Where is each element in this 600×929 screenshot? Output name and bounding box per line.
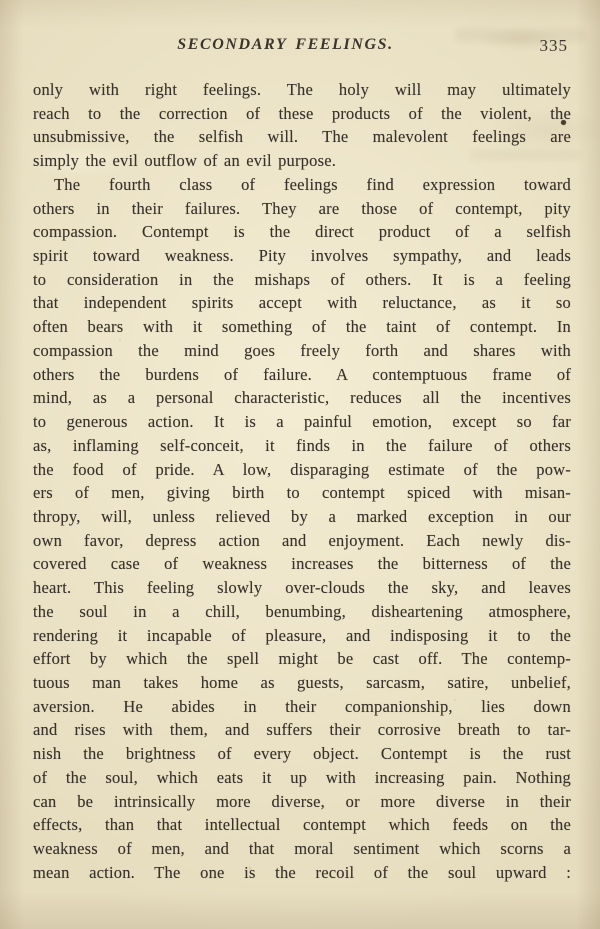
text-line: compassion the mind goes freely forth and shares with — [33, 340, 571, 360]
text-line: effects, than that intellectual contempt which feeds on the — [33, 815, 571, 835]
text-line: ers of men, giving birth to contempt spiced with misan- — [33, 483, 571, 503]
body-text-block — [33, 78, 571, 884]
text-line: spirit toward weakness. Pity involves sympathy, and leads — [33, 246, 571, 266]
paragraph-2 — [33, 173, 571, 885]
paragraph-1 — [33, 78, 571, 173]
text-line: covered case of weakness increases the bitterness of the — [33, 554, 571, 574]
show-through-smudge — [455, 28, 585, 42]
running-head: SECONDARY FEELINGS. — [177, 36, 394, 53]
text-line: the food of pride. A low, disparaging estimate of the pow- — [33, 459, 571, 479]
text-line: others in their failures. They are those of contempt, pity — [33, 198, 571, 218]
text-line: own favor, depress action and enjoyment. Each newly dis- — [33, 530, 571, 550]
text-line: heart. This feeling slowly over-clouds the sky, and leaves — [33, 578, 571, 598]
text-line: and rises with them, and suffers their corrosive breath to tar- — [33, 720, 571, 740]
text-line: thropy, will, unless relieved by a marked exception in our — [33, 506, 571, 526]
text-line: the soul in a chill, benumbing, disheartening atmosphere, — [33, 601, 571, 621]
text-line: that independent spirits accept with reluctance, as it so — [33, 293, 571, 313]
text-line: mean action. The one is the recoil of the soul upward : — [33, 862, 571, 882]
text-line: aversion. He abides in their companionship, lies down — [33, 696, 571, 716]
text-line: of the soul, which eats it up with increasing pain. Nothing — [33, 767, 571, 787]
text-line: simply the evil outflow of an evil purpose. — [33, 151, 337, 171]
text-line: weakness of men, and that moral sentiment which scorns a — [33, 839, 571, 858]
text-line: The fourth class of feelings find expression toward — [54, 174, 571, 194]
text-line: unsubmissive, the selfish will. The malevolent feelings are — [33, 127, 571, 147]
text-line: often bears with it something of the taint of contempt. In — [33, 317, 571, 337]
text-line: mind, as a personal characteristic, reduces all the incentives — [33, 388, 571, 408]
text-line: to generous action. It is a painful emotion, except so far — [33, 412, 571, 432]
text-line: reach to the correction of these products of the violent, the — [33, 103, 571, 123]
text-line: as, inflaming self-conceit, it finds in the failure of others — [33, 435, 571, 455]
text-line: others the burdens of failure. A contemptuous frame of — [33, 364, 571, 384]
text-line: effort by which the spell might be cast off. The contemp- — [33, 649, 571, 669]
page-number: 335 — [539, 36, 568, 55]
text-line: to consideration in the mishaps of others. It is a feeling — [33, 269, 571, 289]
text-line: compassion. Contempt is the direct product of a selfish — [33, 222, 571, 242]
text-line: nish the brightness of every object. Contempt is the rust — [33, 744, 571, 764]
text-line: rendering it incapable of pleasure, and indisposing it to the — [33, 625, 571, 645]
text-line: tuous man takes home as guests, sarcasm, satire, unbelief, — [33, 672, 571, 692]
text-line: only with right feelings. The holy will may ultimately — [33, 80, 571, 99]
text-line: can be intrinsically more diverse, or more diverse in their — [33, 791, 571, 811]
